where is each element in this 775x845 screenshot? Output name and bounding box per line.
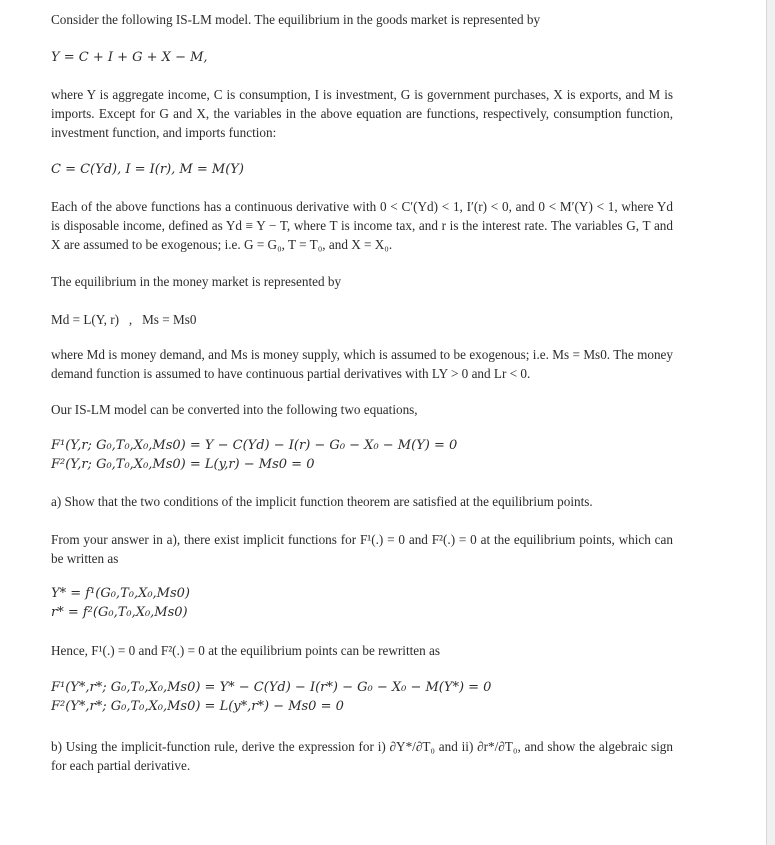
page-edge bbox=[767, 0, 775, 845]
money-definition-paragraph: where Md is money demand, and Ms is money supply, which is assumed to be exogenous; i.e. Ms = Ms0. The money demand function is assumed to have continuous partial derivatives with LY > 0 and Lr < 0. bbox=[51, 347, 673, 381]
goods-market-equation: Y = C + I + G + X − M, bbox=[51, 50, 208, 65]
equation-Y-star: Y* = f¹(G₀,T₀,X₀,Ms0) bbox=[51, 586, 191, 601]
equilibrium-equation-system bbox=[51, 678, 673, 716]
equation-F2-star: F²(Y*,r*; G₀,T₀,X₀,Ms0) = L(y*,r*) − Ms0 = 0 bbox=[51, 699, 344, 714]
question-a: a) Show that the two conditions of the implicit function theorem are satisfied at the equilibrium points. bbox=[51, 494, 593, 509]
money-market-intro: The equilibrium in the money market is represented by bbox=[51, 274, 342, 289]
intro-paragraph: Consider the following IS-LM model. The equilibrium in the goods market is represented by bbox=[51, 12, 541, 27]
conversion-paragraph: Our IS-LM model can be converted into the following two equations, bbox=[51, 402, 418, 417]
equation-F2: F²(Y,r; G₀,T₀,X₀,Ms0) = L(y,r) − Ms0 = 0 bbox=[51, 457, 315, 472]
money-market-equation: Md = L(Y, r) , Ms = Ms0 bbox=[51, 312, 197, 327]
equation-F1: F¹(Y,r; G₀,T₀,X₀,Ms0) = Y − C(Yd) − I(r) − G₀ − X₀ − M(Y) = 0 bbox=[51, 438, 458, 453]
equation-system bbox=[51, 436, 673, 474]
implicit-solutions bbox=[51, 584, 673, 622]
implicit-functions-paragraph: From your answer in a), there exist implicit functions for F¹(.) = 0 and F²(.) = 0 at the equilibrium points, which can be written as bbox=[51, 532, 673, 566]
functions-equation: C = C(Yd), I = I(r), M = M(Y) bbox=[51, 162, 244, 177]
equation-r-star: r* = f²(G₀,T₀,X₀,Ms0) bbox=[51, 605, 188, 620]
variables-paragraph: where Y is aggregate income, C is consumption, I is investment, G is government purchases, X is exports, and M is imports. Except for G and X, the variables in the above equation are functions, respectively, consumption function, investment function, and imports function: bbox=[51, 87, 673, 140]
hence-paragraph: Hence, F¹(.) = 0 and F²(.) = 0 at the equilibrium points can be rewritten as bbox=[51, 643, 440, 658]
question-b: b) Using the implicit-function rule, derive the expression for i) ∂Y*/∂T₀ and ii) ∂r*/∂T₀, and show the algebraic sign for each partial derivative. bbox=[51, 739, 673, 773]
equation-F1-star: F¹(Y*,r*; G₀,T₀,X₀,Ms0) = Y* − C(Yd) − I(r*) − G₀ − X₀ − M(Y*) = 0 bbox=[51, 680, 492, 695]
derivatives-paragraph: Each of the above functions has a continuous derivative with 0 < C′(Yd) < 1, I′(r) < 0, and 0 < M′(Y) < 1, where Yd is disposable income, defined as Yd ≡ Y − T, where T is income tax, and r is the interest rate. The variables G, T and X are assumed to be exogenous; i.e. G = G₀, T = T₀, and X = X₀. bbox=[51, 199, 673, 252]
